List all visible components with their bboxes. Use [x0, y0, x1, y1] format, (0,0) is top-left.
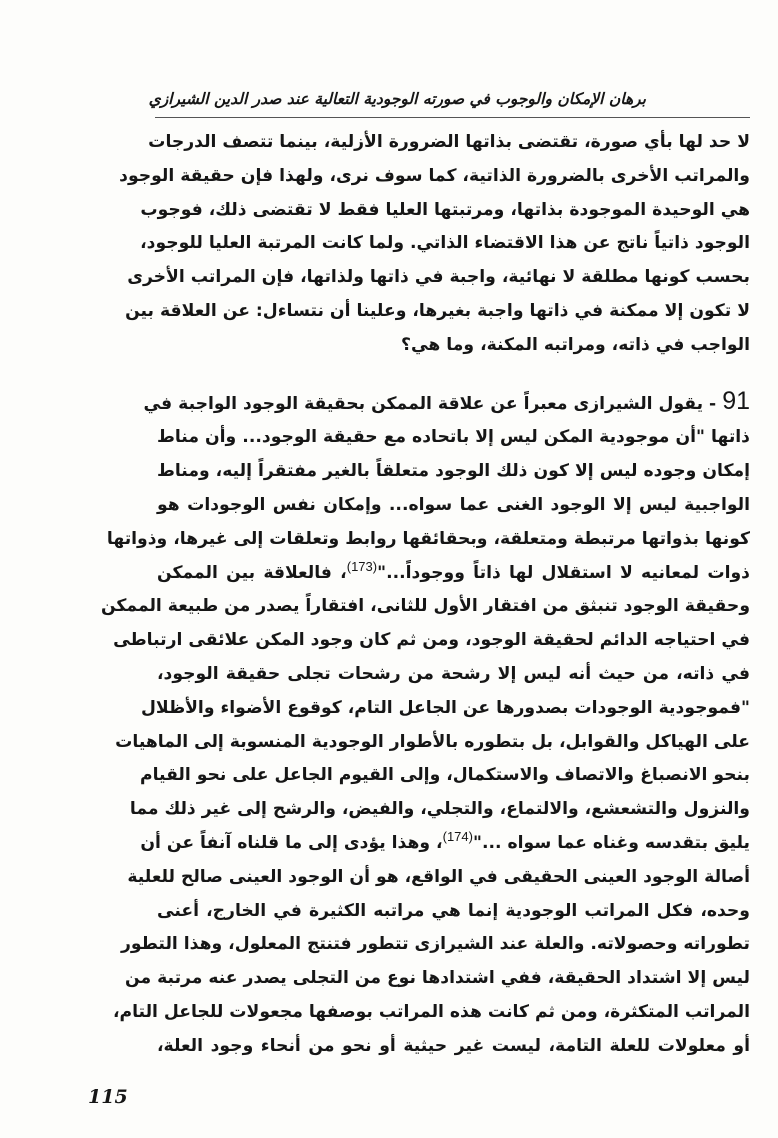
text-line: أصالة الوجود العينى الحقيقى في الواقع، هو أن الوجود العينى صالح للعلية [127, 866, 750, 887]
text-line: الواجب في ذاته، ومراتبه المكنة، وما هي؟ [401, 334, 750, 355]
text-line: ذاتها "أن موجودية المكن ليس إلا باتحاده مع حقيقة الوجود... وأن مناط [157, 427, 750, 448]
header-rule [155, 117, 750, 118]
text-line: في احتياجه الدائم لحقيقة الوجود، ومن ثم كان وجود المكن علائقى ارتباطى [113, 630, 750, 651]
text-line: ليس إلا اشتداد الحقيقة، ففي اشتدادها نوع من التجلى يصدر عنه مرتبة من [125, 968, 750, 989]
text-line [157, 557, 750, 591]
text-line: والنزول والتشعشع، والالتماع، والتجلي، والفيض، والرشح إلى غير ذلك مما [129, 799, 750, 820]
text-segment: ، فالعلاقة بين الممكن [157, 562, 347, 583]
text-line: بنحو الانصباغ والاتصاف والاستكمال، وإلى القيوم الجاعل على نحو القيام [140, 765, 750, 786]
text-line: "فموجودية الوجودات بصدورها عن الجاعل التام، كوقوع الأضواء والأظلال [140, 697, 750, 718]
text-line: وحقيقة الوجود تنبثق من افتقار الأول للثانى، افتقاراً يصدر من طبيعة الممكن [100, 596, 750, 617]
text-line: على الهياكل والقوابل، بل بتطوره بالأطوار الوجودية المنسوبة إلى الماهيات [115, 731, 750, 752]
text-line: والمراتب الأخرى بالضرورة الذاتية، كما سوف نرى، ولهذا فإن حقيقة الوجود [119, 165, 750, 186]
text-line: وحده، فكل المراتب الوجودية إنما هي مراتبه الكثيرة في الخارج، أعنى [157, 900, 750, 921]
running-header: برهان الإمكان والوجوب في صورته الوجودية التعالية عند صدر الدين الشيرازي [148, 90, 646, 108]
text-segment: ذوات لمعانيه لا استقلال لها ذاتاً ووجوداً..." [377, 562, 750, 583]
paragraph-2 [100, 385, 750, 1064]
page-number: 115 [88, 1086, 128, 1108]
text-line: المراتب المتكثرة، ومن ثم كانت هذه المراتب بوصفها مجعولات للجاعل التام، [112, 1001, 750, 1022]
text-segment: يليق بتقدسه وغناه عما سواه ..." [472, 832, 750, 853]
text-line [140, 827, 750, 861]
paragraph-1 [119, 126, 750, 363]
text-line: لا حد لها بأي صورة، تقتضى بذاتها الضرورة الأزلية، بينما تتصف الدرجات [148, 132, 750, 152]
paragraph-number: 91 [722, 386, 750, 415]
text-line: الوجود ذاتياً ناتج عن هذا الاقتضاء الذاتي. ولما كانت المرتبة العليا للوجود، [140, 233, 750, 254]
text-line: كونها بذواتها مرتبطة ومتعلقة، وبحقائقها روابط وتعلقات إلى غيرها، وذواتها [106, 528, 750, 549]
text-line: أو معلولات للعلة التامة، ليست غير حيثية أو نحو من أنحاء وجود العلة، [157, 1035, 750, 1056]
footnote-reference: (174) [442, 828, 473, 844]
text-line: هي الوحيدة الموجودة بذاتها، ومرتبتها العليا فقط لا تقتضى ذلك، فوجوب [140, 199, 750, 220]
text-line: الواجبية ليس إلا الوجود الغنى عما سواه... وإمكان نفس الوجودات هو [157, 494, 750, 515]
text-segment: - يقول الشيرازى معبراً عن علاقة الممكن بحقيقة الوجود الواجبة في [143, 393, 723, 414]
text-line: تطوراته وحصولاته. والعلة عند الشيرازى تتطور فتنتج المعلول، وهذا التطور [121, 934, 750, 955]
footnote-reference: (173) [346, 558, 378, 574]
body-text [100, 126, 750, 1064]
text-line: بحسب كونها مطلقة لا نهائية، واجبة في ذاتها ولذاتها، فإن المراتب الأخرى [127, 267, 750, 288]
text-line: إمكان وجوده ليس إلا كون ذلك الوجود متعلقاً بالغير مفتقراً إليه، ومناط [157, 461, 750, 482]
text-line [143, 385, 750, 422]
text-line: لا تكون إلا ممكنة في ذاتها واجبة بغيرها، وعلينا أن نتساءل: عن العلاقة بين [125, 300, 750, 321]
text-segment: ، وهذا يؤدى إلى ما قلناه آنفاً عن أن [140, 832, 443, 853]
text-line: في ذاته، من حيث أنه ليس إلا رشحة من رشحات تجلى حقيقة الوجود، [157, 663, 750, 684]
